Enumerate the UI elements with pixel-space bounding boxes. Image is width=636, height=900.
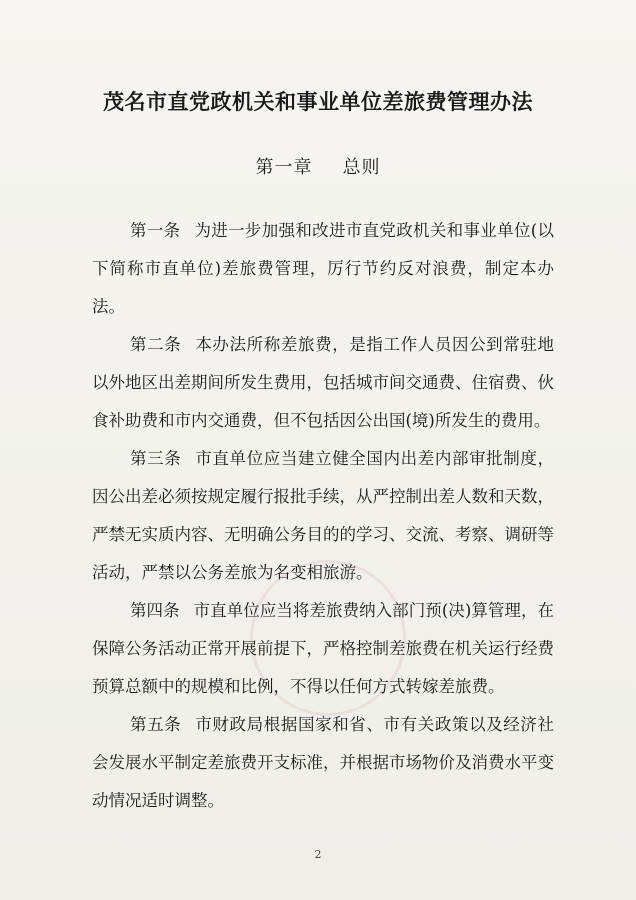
chapter-name: 总则 bbox=[342, 157, 381, 178]
chapter-number: 第一章 bbox=[255, 157, 313, 178]
article-label: 第四条 bbox=[130, 601, 180, 620]
chapter-heading bbox=[0, 153, 636, 179]
article-label: 第一条 bbox=[130, 221, 181, 240]
article-label: 第二条 bbox=[130, 335, 182, 354]
article-label: 第三条 bbox=[130, 449, 182, 468]
article-3 bbox=[92, 440, 554, 592]
article-label: 第五条 bbox=[130, 715, 182, 734]
article-4 bbox=[92, 592, 554, 706]
article-1 bbox=[92, 212, 554, 326]
article-text: 市财政局根据国家和省、市有关政策以及经济社会发展水平制定差旅费开支标准，并根据市场物价及消费水平变动情况适时调整。 bbox=[92, 715, 555, 810]
document-title: 茂名市直党政机关和事业单位差旅费管理办法 bbox=[103, 90, 533, 114]
page-number: 2 bbox=[314, 848, 322, 861]
article-2 bbox=[92, 326, 554, 440]
document-body bbox=[92, 212, 554, 820]
article-text: 为进一步加强和改进市直党政机关和事业单位(以下简称市直单位)差旅费管理，厉行节约反对浪费，制定本办法。 bbox=[92, 221, 555, 316]
article-5 bbox=[92, 706, 554, 820]
article-text: 市直单位应当建立健全国内出差内部审批制度，因公出差必须按规定履行报批手续，从严控制出差人数和天数，严禁无实质内容、无明确公务目的的学习、交流、考察、调研等活动，严禁以公务差旅为名变相旅游。 bbox=[92, 449, 555, 582]
article-text: 市直单位应当将差旅费纳入部门预(决)算管理，在保障公务活动正常开展前提下，严格控制差旅费在机关运行经费预算总额中的规模和比例，不得以任何方式转嫁差旅费。 bbox=[92, 601, 555, 696]
article-text: 本办法所称差旅费，是指工作人员因公到常驻地以外地区出差期间所发生费用，包括城市间交通费、住宿费、伙食补助费和市内交通费，但不包括因公出国(境)所发生的费用。 bbox=[92, 335, 555, 430]
